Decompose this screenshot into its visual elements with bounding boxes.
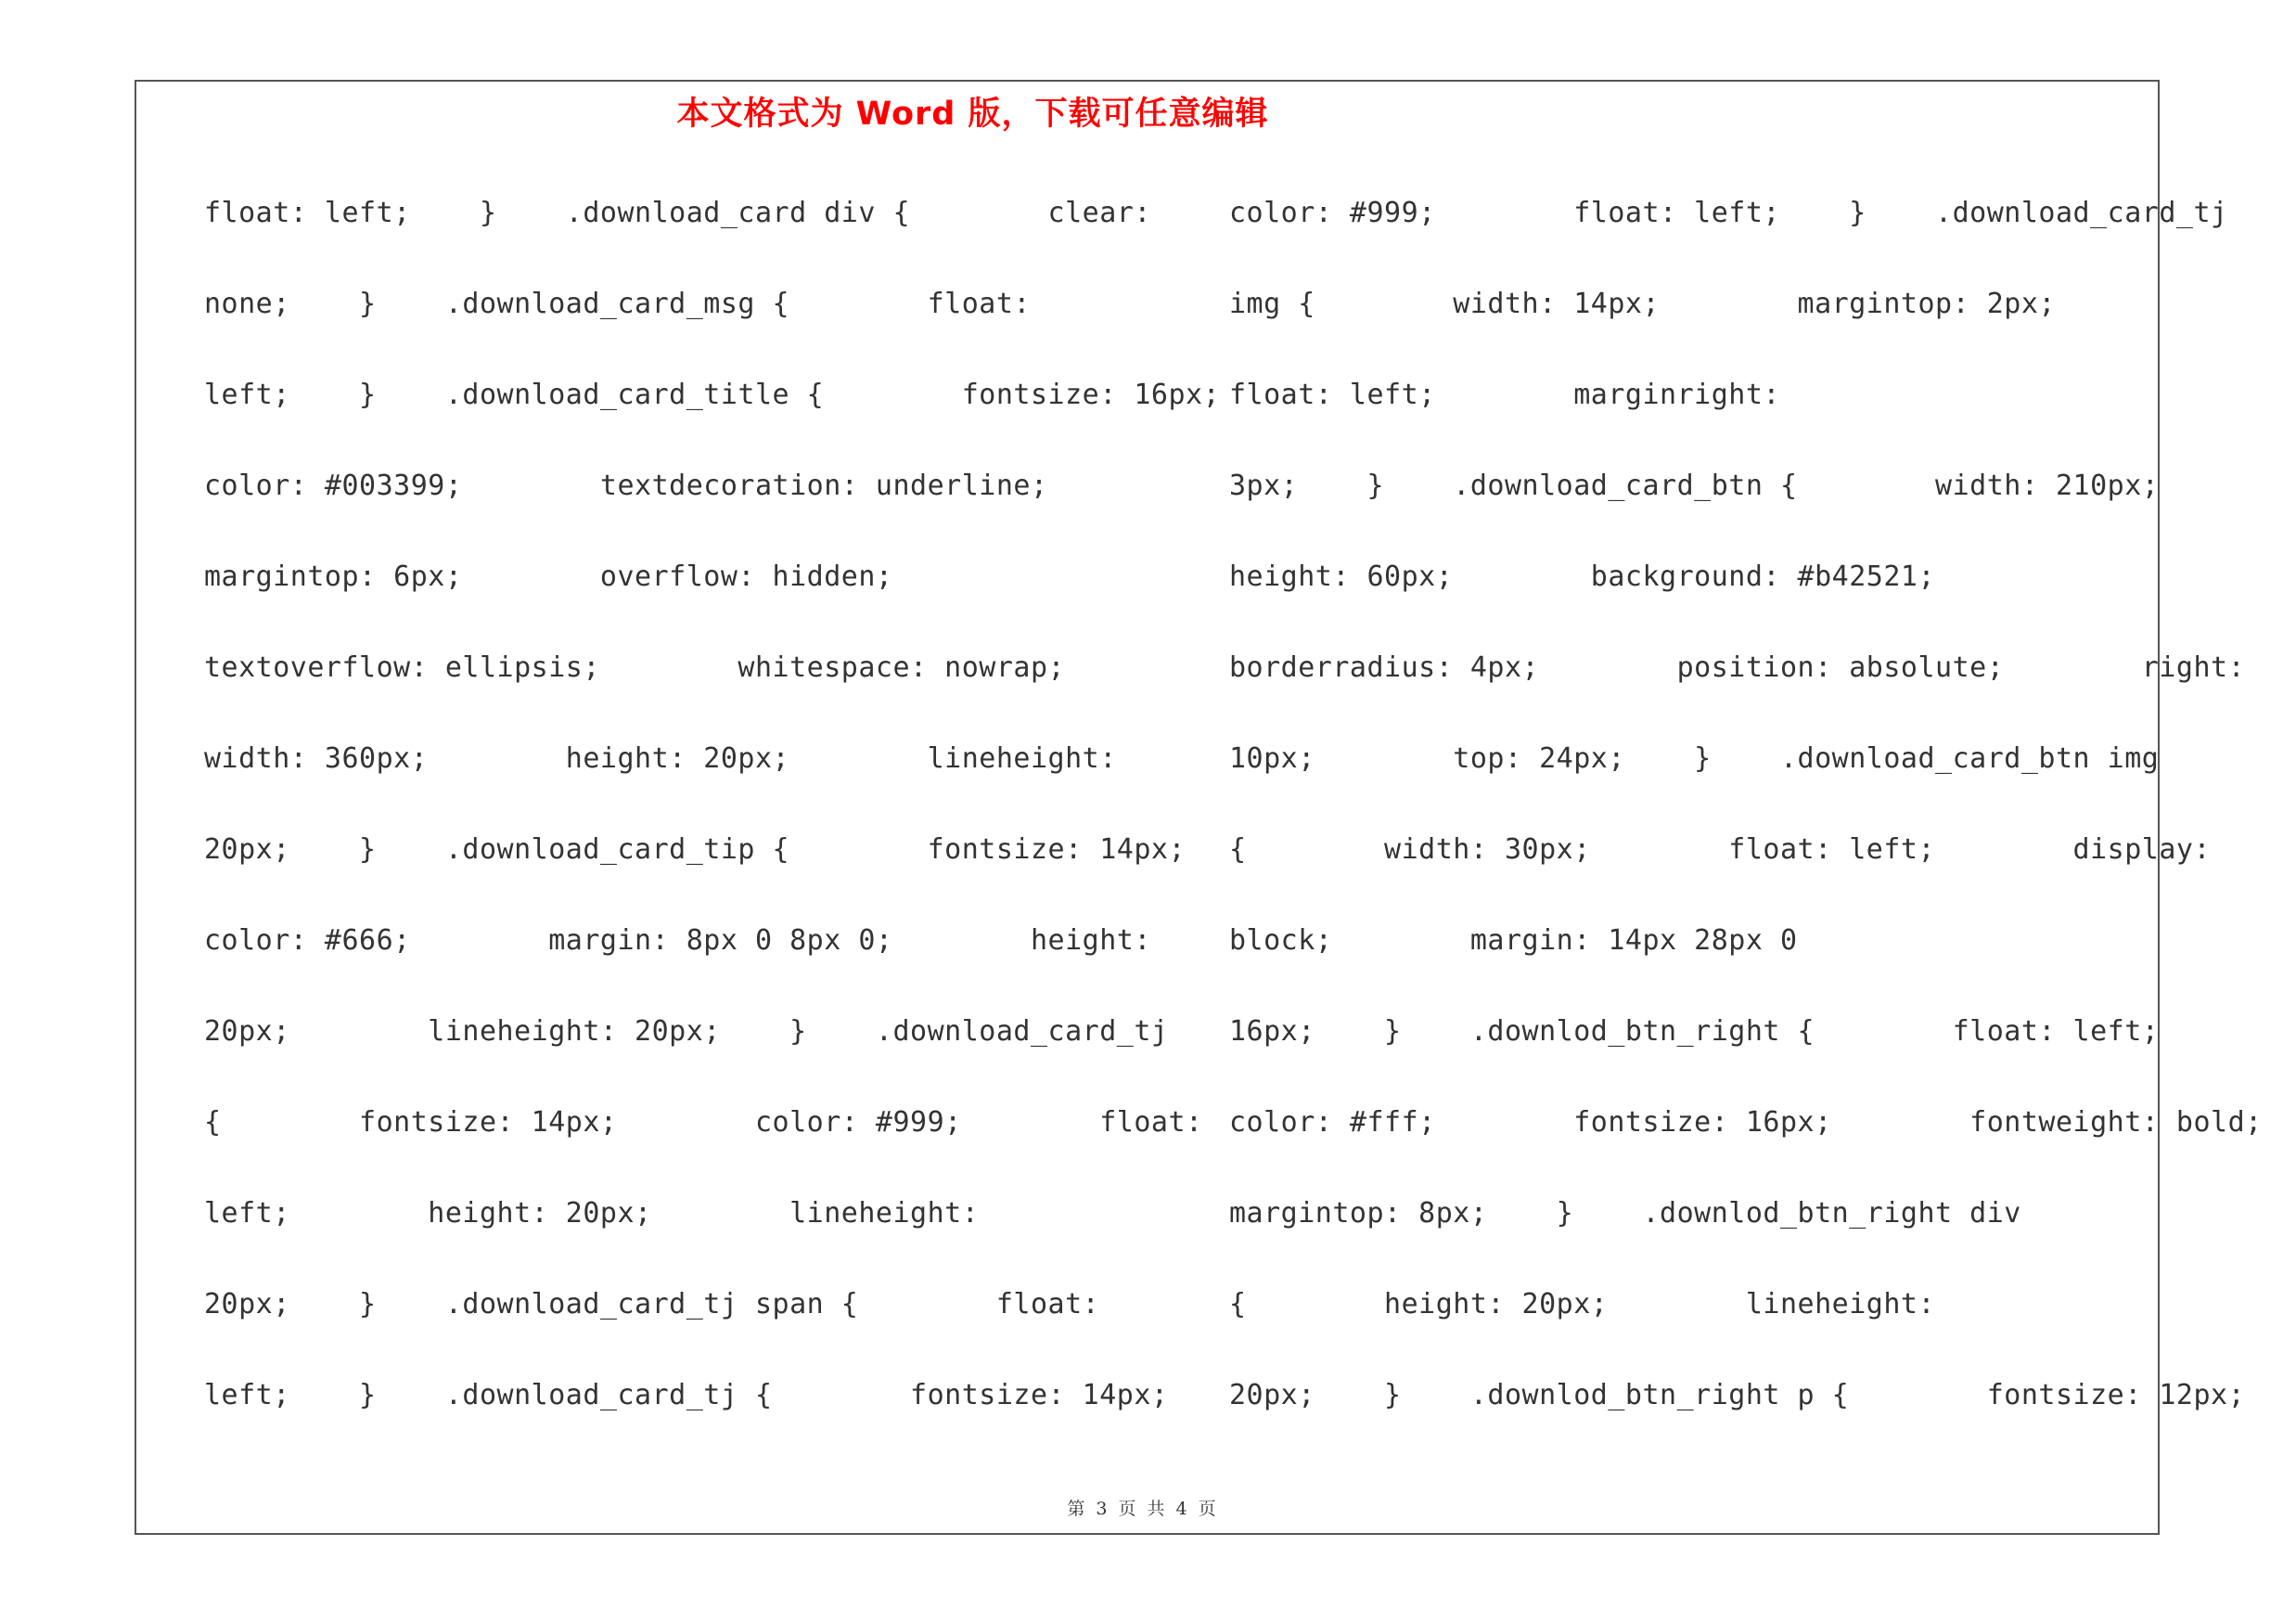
right-text-column [1229,181,2263,1454]
text-line: margintop: 6px; overflow: hidden; [204,560,893,593]
left-text-column [204,181,1221,1454]
text-line: color: #666; margin: 8px 0 8px 0; height: [204,924,1151,957]
text-line: left; height: 20px; lineheight: [204,1197,980,1230]
text-line: 20px; } .downlod_btn_right p { fontsize: 12px; [1229,1379,2246,1411]
text-line: color: #fff; fontsize: 16px; fontweight: bold; [1229,1106,2263,1139]
text-line: img { width: 14px; margintop: 2px; [1229,288,2056,320]
page-footer: 第 3 页 共 4 页 [1067,1499,1216,1519]
text-line: { height: 20px; lineheight: [1229,1288,1936,1320]
text-line: { width: 30px; float: left; display: [1229,833,2212,866]
format-banner: 本文格式为 Word 版，下载可任意编辑 [676,96,1269,133]
text-line: 20px; } .download_card_tip { fontsize: 14px; [204,833,1186,866]
text-line: 16px; } .downlod_btn_right { float: left; [1229,1015,2160,1048]
text-line: color: #999; float: left; } .download_card_tj [1229,197,2228,229]
text-line: width: 360px; height: 20px; lineheight: [204,742,1117,775]
text-line: textoverflow: ellipsis; whitespace: nowrap; [204,651,1066,684]
text-line: color: #003399; textdecoration: underline; [204,470,1048,502]
text-line: 20px; } .download_card_tj span { float: [204,1288,1100,1320]
text-line: margintop: 8px; } .downlod_btn_right div [1229,1197,2021,1230]
text-line: { fontsize: 14px; color: #999; float: [204,1106,1203,1139]
text-line: float: left; } .download_card div { clear: [204,197,1151,229]
text-line: left; } .download_card_title { fontsize: 16px; [204,379,1221,411]
text-line: float: left; marginright: [1229,379,1780,411]
text-line: 20px; lineheight: 20px; } .download_card_tj [204,1015,1169,1048]
text-line: block; margin: 14px 28px 0 [1229,924,1798,957]
text-line: 10px; top: 24px; } .download_card_btn img [1229,742,2160,775]
text-line: none; } .download_card_msg { float: [204,288,1031,320]
text-line: height: 60px; background: #b42521; [1229,560,1936,593]
text-line: 3px; } .download_card_btn { width: 210px; [1229,470,2160,502]
text-line: left; } .download_card_tj { fontsize: 14px; [204,1379,1169,1411]
text-line: borderradius: 4px; position: absolute; right: [1229,651,2246,684]
